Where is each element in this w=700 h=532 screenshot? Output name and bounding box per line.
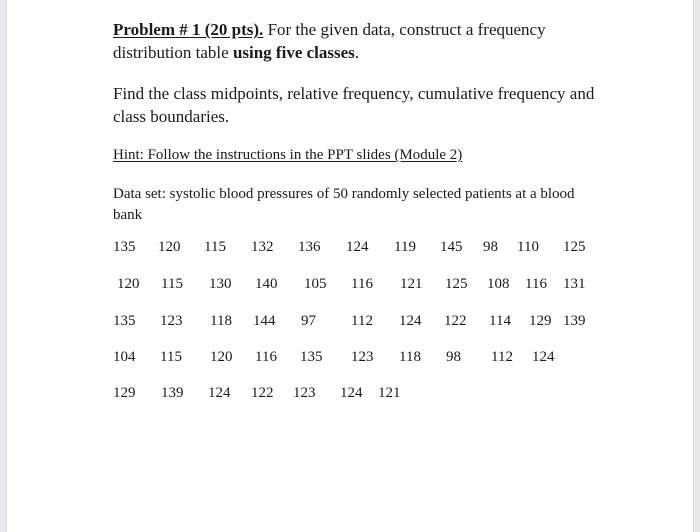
problem-content [113, 18, 603, 226]
data-value: 132 [251, 239, 274, 255]
problem-statement [113, 18, 603, 64]
data-value: 124 [346, 239, 369, 255]
data-value: 140 [255, 276, 278, 292]
data-value: 129 [113, 385, 136, 401]
data-value: 139 [563, 313, 586, 329]
data-value: 125 [445, 276, 468, 292]
data-value: 98 [446, 349, 461, 365]
data-value: 112 [351, 313, 373, 329]
data-value: 119 [394, 239, 416, 255]
data-value: 110 [517, 239, 539, 255]
data-value: 116 [525, 276, 547, 292]
data-value: 115 [160, 349, 182, 365]
data-value: 105 [304, 276, 327, 292]
dataset-label: Data set: systolic blood pressures of 50 randomly selected patients at a blood bank [113, 186, 575, 223]
data-value: 123 [293, 385, 316, 401]
data-value: 124 [340, 385, 363, 401]
data-value: 135 [113, 239, 136, 255]
data-value: 118 [210, 313, 232, 329]
data-value: 120 [210, 349, 233, 365]
data-value: 112 [491, 349, 513, 365]
data-value: 135 [113, 313, 136, 329]
data-value: 129 [529, 313, 552, 329]
data-value: 108 [487, 276, 510, 292]
problem-intro-text: For the given data, construct a frequency distribution table [113, 20, 546, 62]
data-value: 136 [298, 239, 321, 255]
problem-intro-bold: using five classes [232, 43, 355, 62]
data-value: 130 [209, 276, 232, 292]
data-value: 118 [399, 349, 421, 365]
data-value: 116 [351, 276, 373, 292]
problem-intro-end: . [354, 43, 360, 62]
data-value: 116 [255, 349, 277, 365]
data-value: 144 [253, 313, 276, 329]
data-value: 121 [378, 385, 401, 401]
data-value: 124 [532, 349, 555, 365]
data-value: 120 [117, 276, 140, 292]
data-value: 114 [489, 313, 511, 329]
data-value: 122 [444, 313, 467, 329]
data-value: 121 [400, 276, 423, 292]
find-instructions: Find the class midpoints, relative frequency, cumulative frequency and class boundaries. [113, 84, 595, 126]
data-value: 122 [251, 385, 274, 401]
data-value: 115 [204, 239, 226, 255]
data-value: 123 [160, 313, 183, 329]
data-value: 135 [300, 349, 323, 365]
data-value: 124 [208, 385, 231, 401]
problem-heading: Problem # 1 (20 pts). [113, 20, 264, 39]
document-page [6, 0, 694, 532]
data-value: 120 [158, 239, 181, 255]
data-value: 98 [483, 239, 498, 255]
data-value: 124 [399, 313, 422, 329]
data-value: 97 [301, 313, 316, 329]
data-value: 123 [351, 349, 374, 365]
data-value: 139 [161, 385, 184, 401]
data-value: 104 [113, 349, 136, 365]
data-value: 145 [440, 239, 463, 255]
hint-text: Hint: Follow the instructions in the PPT slides (Module 2) [113, 147, 463, 163]
data-value: 131 [563, 276, 586, 292]
data-value: 125 [563, 239, 586, 255]
data-value: 115 [161, 276, 183, 292]
